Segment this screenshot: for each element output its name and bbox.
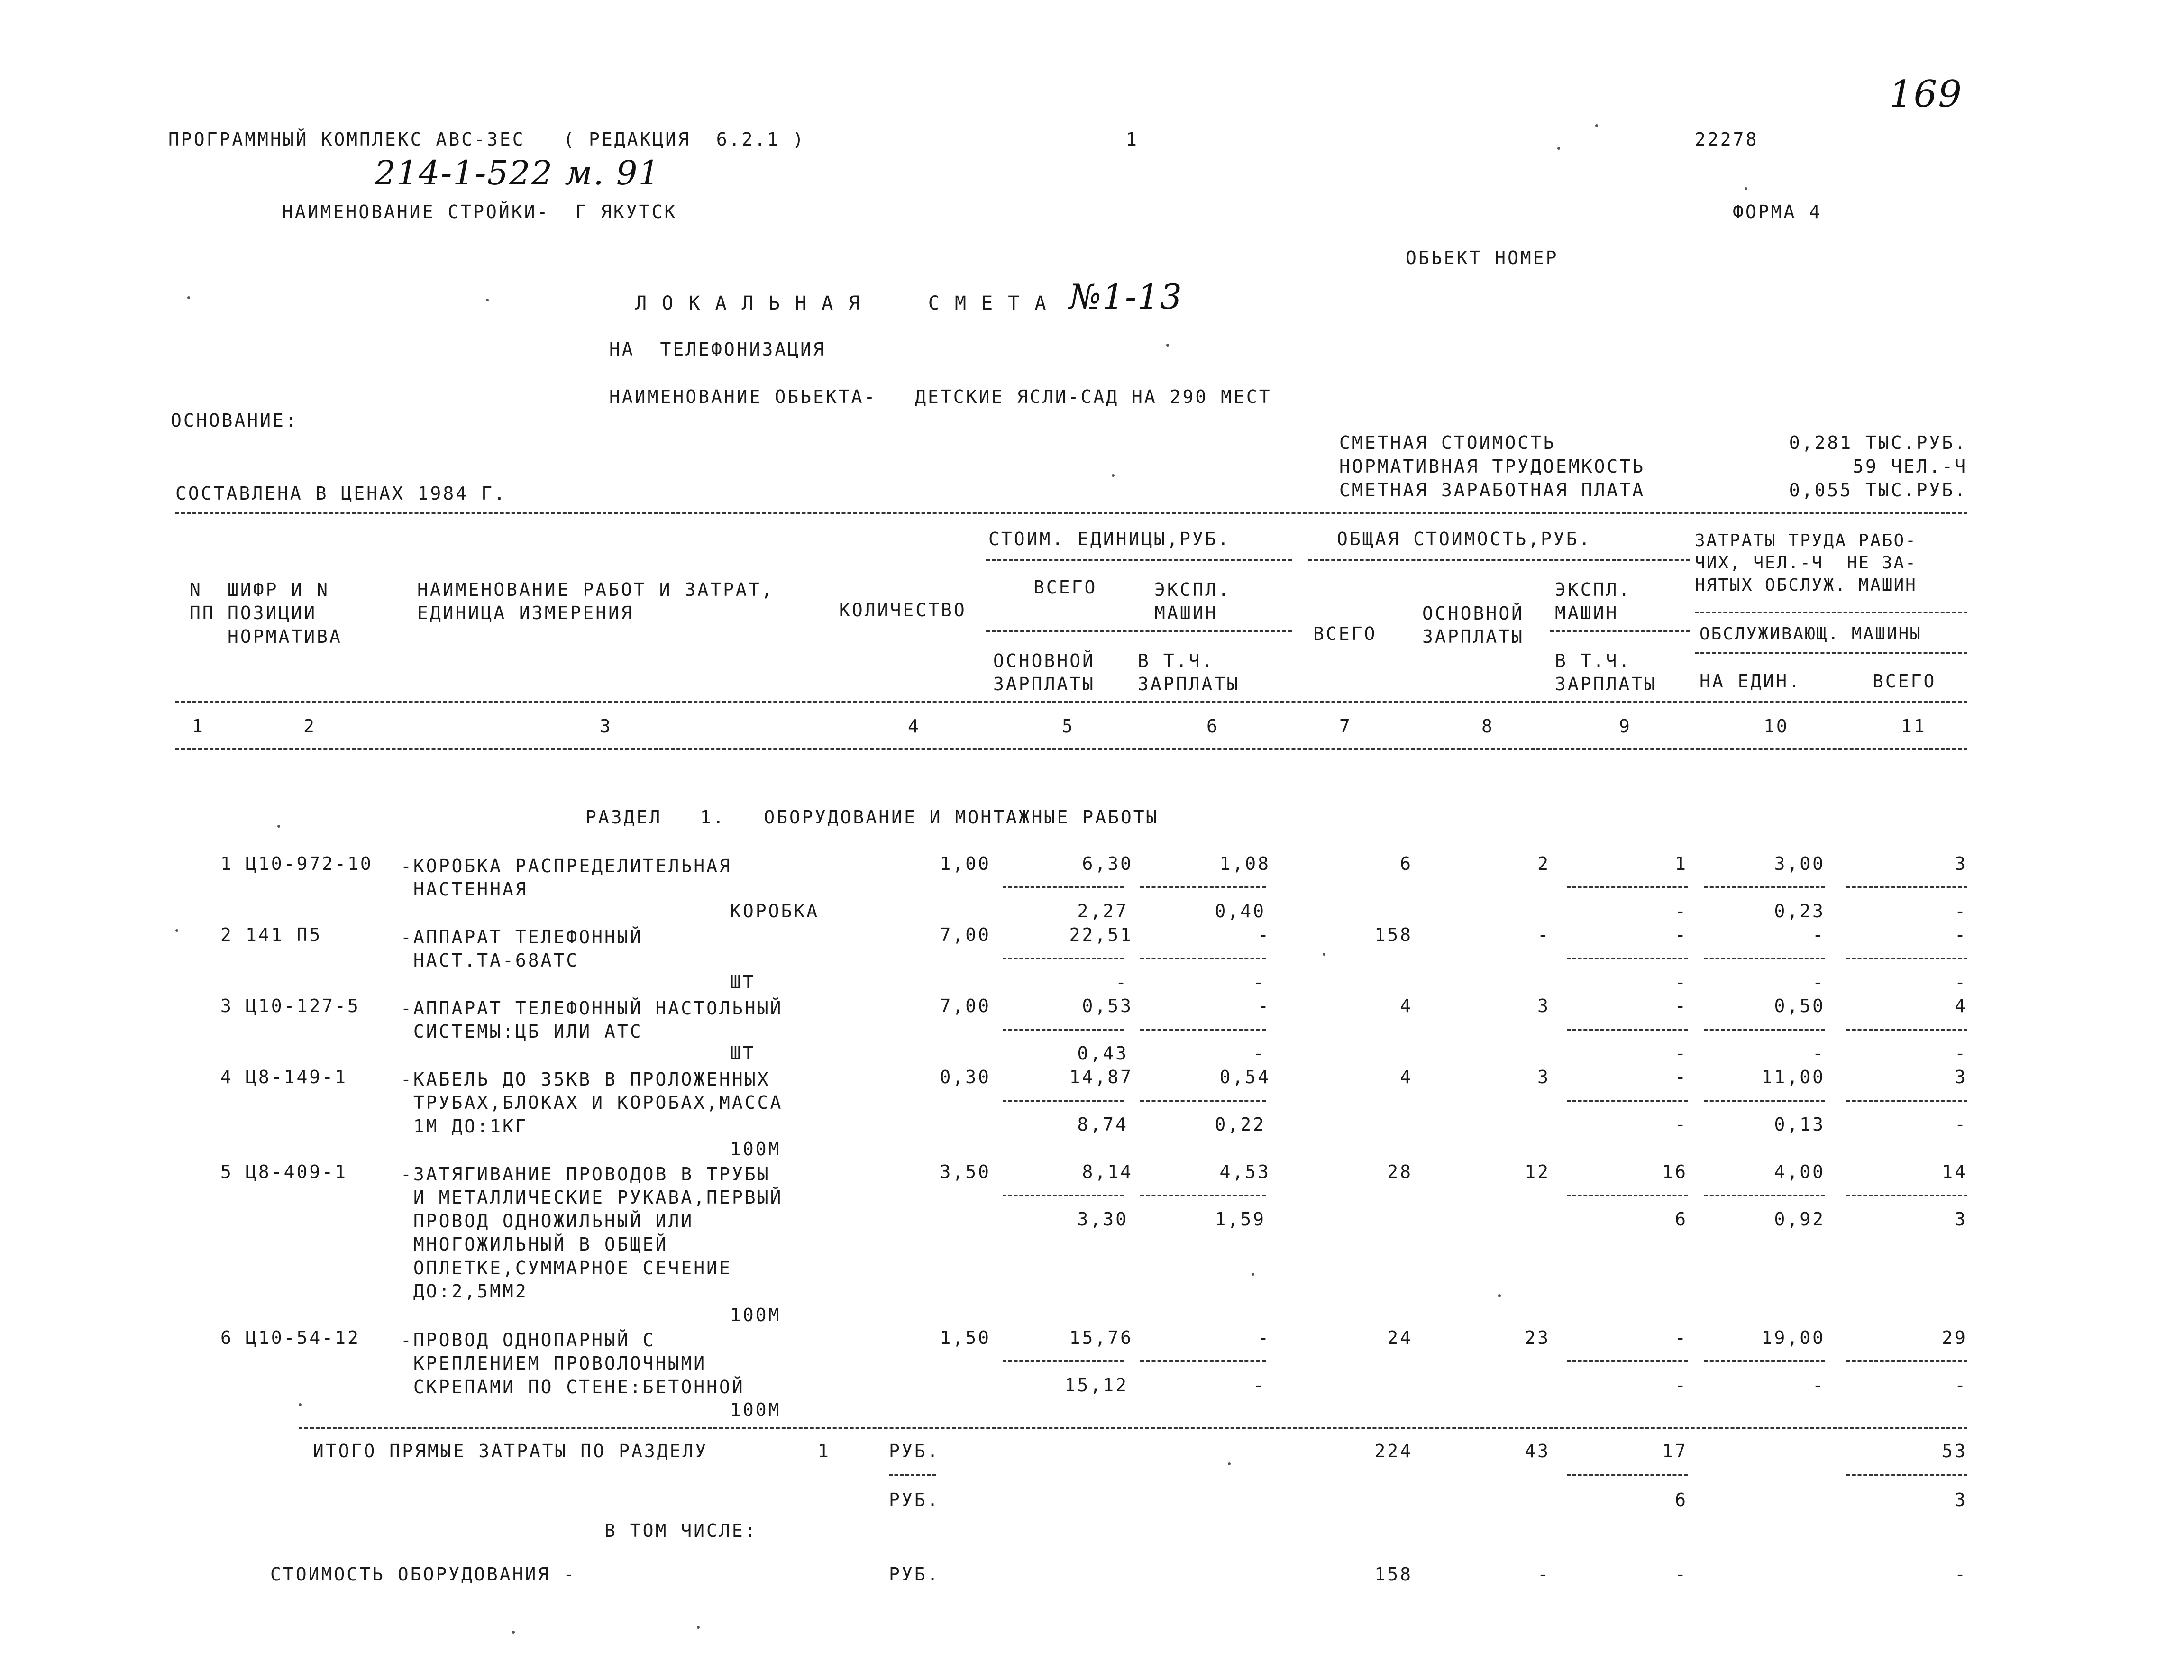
scan-speck [187, 296, 190, 299]
totals-incl-label: В ТОМ ЧИСЛЕ: [604, 1520, 758, 1541]
row-total-mach: 16 [1662, 1161, 1688, 1182]
header-total-incl: В Т.Ч. ЗАРПЛАТЫ [1555, 650, 1657, 695]
row-rule [1003, 1100, 1124, 1102]
row-labor-serv: 0,13 [1774, 1114, 1825, 1135]
scan-speck [1745, 187, 1747, 190]
form-label: ФОРМА 4 [1733, 201, 1822, 222]
header-unit-incl: В Т.Ч. ЗАРПЛАТЫ [1138, 650, 1240, 695]
row-qty: 7,00 [940, 924, 991, 945]
row-total: 6 [1400, 853, 1413, 874]
row-unit-incl: 0,40 [1215, 901, 1266, 922]
totals-mach-wage: 6 [1675, 1489, 1688, 1510]
row-rule [1567, 958, 1688, 959]
row-total: 24 [1387, 1327, 1413, 1348]
row-labor-total: 29 [1942, 1327, 1967, 1348]
row-total: 4 [1400, 1067, 1413, 1087]
header-num: N ПП [190, 579, 215, 624]
row-total-incl: - [1675, 901, 1688, 922]
row-labor-unit: 4,00 [1774, 1161, 1825, 1182]
row-rule [1704, 1360, 1825, 1362]
scan-speck [1166, 344, 1169, 347]
row-unit-total: 22,51 [1069, 924, 1133, 945]
row-qty: 1,50 [940, 1327, 991, 1348]
scan-speck [1323, 953, 1325, 956]
row-rule [1704, 886, 1825, 888]
header-labor-serv: ОБСЛУЖИВАЮЩ. МАШИНЫ [1700, 624, 1922, 644]
row-labor-unit: 0,50 [1774, 995, 1825, 1016]
scan-speck [486, 299, 489, 301]
column-number: 11 [1901, 716, 1927, 737]
column-number: 8 [1481, 716, 1494, 737]
row-unit: 100М [730, 1139, 781, 1160]
row-rule [1704, 1029, 1825, 1031]
row-total-mach: - [1675, 924, 1688, 945]
header-unit-mach: ЭКСПЛ. МАШИН [1154, 579, 1231, 624]
row-unit: ШТ [730, 972, 756, 993]
row-qty: 0,30 [940, 1067, 991, 1087]
column-number: 10 [1764, 716, 1789, 737]
row-qty: 7,00 [940, 995, 991, 1016]
scan-speck [697, 1626, 700, 1629]
row-name: -КАБЕЛЬ ДО 35КВ В ПРОЛОЖЕННЫХ ТРУБАХ,БЛОКАХ И КОРОБАХ,МАССА 1М ДО:1КГ [401, 1069, 783, 1137]
row-labor-serv: 0,23 [1774, 901, 1825, 922]
row-unit-mach: - [1258, 1327, 1270, 1348]
scan-speck [175, 929, 178, 932]
row-rule [1567, 886, 1688, 888]
row-rule [1140, 886, 1266, 888]
row-unit-incl: 1,59 [1215, 1209, 1266, 1230]
section-title: РАЗДЕЛ 1. ОБОРУДОВАНИЕ И МОНТАЖНЫЕ РАБОТЫ [585, 807, 1159, 828]
scan-speck [299, 1403, 302, 1406]
scan-speck [1228, 1462, 1231, 1465]
header-rule [986, 559, 1292, 561]
column-number: 3 [600, 716, 612, 737]
totals-rub: РУБ. [889, 1489, 940, 1510]
row-name: -АППАРАТ ТЕЛЕФОННЫЙ НАСТОЛЬНЫЙ СИСТЕМЫ:ЦБ ИЛИ АТС [401, 998, 783, 1042]
row-labor-unit: - [1812, 924, 1825, 945]
scan-speck [1252, 1273, 1254, 1276]
row-name: -КОРОБКА РАСПРЕДЕЛИТЕЛЬНАЯ НАСТЕННАЯ [401, 856, 732, 900]
row-unit-mach: 4,53 [1219, 1161, 1270, 1182]
column-number: 5 [1062, 716, 1075, 737]
row-unit-mach: 0,54 [1219, 1067, 1270, 1087]
header-rule [1308, 559, 1690, 561]
row-total-incl: - [1675, 1375, 1688, 1396]
row-unit-mach: - [1258, 924, 1270, 945]
column-number: 1 [192, 716, 205, 737]
basis-label: ОСНОВАНИЕ: [171, 410, 298, 431]
row-labor-serv: - [1812, 1375, 1825, 1396]
row-labor-total-serv: - [1955, 1043, 1967, 1064]
row-labor-total-serv: - [1955, 901, 1967, 922]
row-unit-total: 15,76 [1069, 1327, 1133, 1348]
row-unit-mach: 1,08 [1219, 853, 1270, 874]
header-top-rule [175, 512, 1967, 514]
row-labor-total-serv: 3 [1955, 1209, 1967, 1230]
row-total-wage: 3 [1537, 1067, 1550, 1087]
header-total-wage: ОСНОВНОЙ ЗАРПЛАТЫ [1422, 603, 1525, 648]
row-qty: 3,50 [940, 1161, 991, 1182]
row-labor-total-serv: - [1955, 1375, 1967, 1396]
row-total: 28 [1387, 1161, 1413, 1182]
row-rule [1140, 1029, 1266, 1031]
row-labor-serv: - [1812, 1043, 1825, 1064]
row-code: Ц8-149-1 [246, 1067, 348, 1087]
equipment-rub: РУБ. [889, 1564, 940, 1585]
header-total-mach: ЭКСПЛ. МАШИН [1555, 579, 1632, 624]
row-labor-total: 14 [1942, 1161, 1967, 1182]
header-rule [1695, 652, 1967, 654]
row-rule [1846, 886, 1967, 888]
row-total-wage: 2 [1537, 853, 1550, 874]
row-rule [1003, 1195, 1124, 1196]
row-labor-total: 4 [1955, 995, 1967, 1016]
row-rule [1567, 1360, 1688, 1362]
row-rule [1003, 958, 1124, 959]
row-rule [1704, 1195, 1825, 1196]
row-unit-total: 6,30 [1082, 853, 1133, 874]
row-rule [1140, 1360, 1266, 1362]
header-rule [986, 630, 1292, 632]
row-rule [1846, 1100, 1967, 1102]
row-num: 4 [220, 1067, 233, 1087]
row-total-incl: - [1675, 1043, 1688, 1064]
row-code: Ц10-127-5 [246, 995, 360, 1016]
row-num: 2 [220, 924, 233, 945]
header-labor-total: ВСЕГО [1873, 671, 1937, 692]
row-unit-total: 8,14 [1082, 1161, 1133, 1182]
totals-mach: 17 [1662, 1441, 1688, 1461]
row-unit: 100М [730, 1305, 781, 1325]
scan-speck [1498, 1294, 1501, 1297]
totals-rub: РУБ. [889, 1441, 940, 1461]
summary-label: СМЕТНАЯ ЗАРАБОТНАЯ ПЛАТА [1339, 480, 1645, 501]
header-mid-rule [175, 701, 1967, 703]
header-code: ШИФР И N ПОЗИЦИИ НОРМАТИВА [228, 579, 342, 647]
row-unit: ШТ [730, 1043, 756, 1064]
totals-wage: 43 [1525, 1441, 1550, 1461]
row-total: 158 [1374, 924, 1413, 945]
row-unit-wage: - [1115, 972, 1128, 993]
row-num: 5 [220, 1161, 233, 1182]
row-unit-wage: 0,43 [1077, 1043, 1128, 1064]
sheet-number: 1 [1126, 129, 1139, 150]
scan-speck [512, 1631, 515, 1634]
row-unit-total: 14,87 [1069, 1067, 1133, 1087]
row-unit-incl: - [1253, 1375, 1266, 1396]
row-rule [1003, 1029, 1124, 1031]
row-unit-total: 0,53 [1082, 995, 1133, 1016]
row-num: 1 [220, 853, 233, 874]
summary-value: 0,055 ТЫС.РУБ. [1789, 480, 1967, 501]
row-labor-unit: 11,00 [1761, 1067, 1825, 1087]
row-unit: 100М [730, 1399, 781, 1420]
header-rule [1695, 612, 1967, 613]
row-num: 3 [220, 995, 233, 1016]
column-number: 7 [1339, 716, 1352, 737]
row-unit-wage: 8,74 [1077, 1114, 1128, 1135]
object-name-label: НАИМЕНОВАНИЕ ОБЬЕКТА- ДЕТСКИЕ ЯСЛИ-САД НА 290 МЕСТ [609, 386, 1272, 407]
totals-rule [889, 1474, 936, 1476]
totals-direct-label: ИТОГО ПРЯМЫЕ ЗАТРАТЫ ПО РАЗДЕЛУ [313, 1441, 708, 1461]
row-rule [1704, 1100, 1825, 1102]
row-num: 6 [220, 1327, 233, 1348]
for-label: НА ТЕЛЕФОНИЗАЦИЯ [609, 339, 826, 360]
totals-labor: 53 [1942, 1441, 1967, 1461]
scan-speck [1557, 147, 1560, 150]
row-total-incl: - [1675, 1114, 1688, 1135]
row-labor-total: - [1955, 924, 1967, 945]
row-unit-incl: - [1253, 972, 1266, 993]
row-rule [1704, 958, 1825, 959]
row-unit-mach: - [1258, 995, 1270, 1016]
row-total-wage: 23 [1525, 1327, 1550, 1348]
scan-speck [277, 825, 280, 828]
summary-value: 0,281 ТЫС.РУБ. [1789, 432, 1967, 453]
row-total-mach: 1 [1675, 853, 1688, 874]
program-line: ПРОГРАММНЫЙ КОМПЛЕКС АВС-ЗЕС ( РЕДАКЦИЯ 6.2.1 ) [168, 129, 805, 150]
row-total-mach: - [1675, 1067, 1688, 1087]
row-code: Ц8-409-1 [246, 1161, 348, 1182]
row-labor-total-serv: - [1955, 972, 1967, 993]
row-rule [1567, 1100, 1688, 1102]
project-code: 214-1-522 м. 91 [375, 154, 660, 192]
row-unit-incl: - [1253, 1043, 1266, 1064]
header-rule [1550, 630, 1690, 632]
summary-label: НОРМАТИВНАЯ ТРУДОЕМКОСТЬ [1339, 456, 1645, 477]
row-rule [1140, 1100, 1266, 1102]
equipment-wage: - [1537, 1564, 1550, 1585]
row-rule [1567, 1029, 1688, 1031]
row-labor-serv: - [1812, 972, 1825, 993]
header-name: НАИМЕНОВАНИЕ РАБОТ И ЗАТРАТ, ЕДИНИЦА ИЗМЕРЕНИЯ [417, 579, 774, 624]
row-total-mach: - [1675, 1327, 1688, 1348]
estimate-number: №1-13 [1069, 277, 1183, 317]
row-total-incl: - [1675, 972, 1688, 993]
totals-rule [299, 1427, 1967, 1429]
row-unit-wage: 2,27 [1077, 901, 1128, 922]
row-total-mach: - [1675, 995, 1688, 1016]
row-unit-wage: 15,12 [1064, 1375, 1128, 1396]
header-total-all: ВСЕГО [1313, 623, 1377, 644]
summary-value: 59 ЧЕЛ.-Ч [1853, 456, 1967, 477]
row-rule [1003, 1360, 1124, 1362]
header-unit-total: ВСЕГО [1033, 577, 1097, 598]
column-number: 2 [303, 716, 316, 737]
header-labor: ЗАТРАТЫ ТРУДА РАБО- ЧИХ, ЧЕЛ.-Ч НЕ ЗА- НЯТЫХ ОБСЛУЖ. МАШИН [1695, 531, 1917, 595]
row-name: -ЗАТЯГИВАНИЕ ПРОВОДОВ В ТРУБЫ И МЕТАЛЛИЧЕСКИЕ РУКАВА,ПЕРВЫЙ ПРОВОД ОДНОЖИЛЬНЫЙ ИЛИ МНОГОЖИЛЬНЫЙ В ОБЩЕЙ ОПЛЕТКЕ,СУММАРНОЕ СЕЧЕНИЕ ДО:2,5ММ2 [401, 1164, 783, 1302]
row-unit-wage: 3,30 [1077, 1209, 1128, 1230]
row-rule [1140, 1195, 1266, 1196]
row-code: Ц10-54-12 [246, 1327, 360, 1348]
header-labor-unit: НА ЕДИН. [1700, 671, 1802, 692]
row-unit: КОРОБКА [730, 901, 820, 922]
row-labor-total-serv: - [1955, 1114, 1967, 1135]
row-rule [1846, 1360, 1967, 1362]
row-unit-incl: 0,22 [1215, 1114, 1266, 1135]
row-total: 4 [1400, 995, 1413, 1016]
equipment-labor: - [1955, 1564, 1967, 1585]
row-total-wage: 3 [1537, 995, 1550, 1016]
summary-label: СМЕТНАЯ СТОИМОСТЬ [1339, 432, 1556, 453]
row-rule [1846, 958, 1967, 959]
totals-rule [1567, 1474, 1688, 1476]
header-qty: КОЛИЧЕСТВО [839, 600, 967, 621]
row-labor-total: 3 [1955, 853, 1967, 874]
column-number: 6 [1206, 716, 1219, 737]
header-bottom-rule [175, 748, 1967, 750]
totals-labor-serv: 3 [1955, 1489, 1967, 1510]
scan-speck [1595, 124, 1598, 127]
row-code: 141 П5 [246, 924, 322, 945]
equipment-label: СТОИМОСТЬ ОБОРУДОВАНИЯ - [270, 1564, 576, 1585]
equipment-mach: - [1675, 1564, 1688, 1585]
row-rule [1140, 958, 1266, 959]
row-labor-unit: 3,00 [1774, 853, 1825, 874]
row-rule [1846, 1195, 1967, 1196]
row-qty: 1,00 [940, 853, 991, 874]
row-labor-serv: 0,92 [1774, 1209, 1825, 1230]
estimate-title: Л О К А Л Ь Н А Я С М Е Т А [635, 292, 1048, 314]
section-underline [585, 837, 1235, 841]
row-labor-unit: 19,00 [1761, 1327, 1825, 1348]
column-number: 9 [1619, 716, 1632, 737]
totals-rule [1846, 1474, 1967, 1476]
row-name: -ПРОВОД ОДНОПАРНЫЙ С КРЕПЛЕНИЕМ ПРОВОЛОЧНЫМИ СКРЕПАМИ ПО СТЕНЕ:БЕТОННОЙ [401, 1330, 745, 1397]
object-number-label: ОБЬЕКТ НОМЕР [1406, 247, 1559, 268]
row-code: Ц10-972-10 [246, 853, 373, 874]
totals-total: 224 [1374, 1441, 1413, 1461]
row-labor-total: 3 [1955, 1067, 1967, 1087]
construction-line: НАИМЕНОВАНИЕ СТРОЙКИ- Г ЯКУТСК [282, 201, 677, 222]
equipment-total: 158 [1374, 1564, 1413, 1585]
doc-code: 22278 [1695, 129, 1759, 150]
row-rule [1567, 1195, 1688, 1196]
prices-label: СОСТАВЛЕНА В ЦЕНАХ 1984 Г. [175, 483, 507, 504]
header-total-cost: ОБЩАЯ СТОИМОСТЬ,РУБ. [1337, 529, 1592, 549]
row-rule [1846, 1029, 1967, 1031]
column-number: 4 [908, 716, 921, 737]
header-unit-wage: ОСНОВНОЙ ЗАРПЛАТЫ [993, 650, 1096, 695]
totals-direct-section: 1 [818, 1441, 831, 1461]
row-name: -АППАРАТ ТЕЛЕФОННЫЙ НАСТ.ТА-68АТС [401, 927, 643, 971]
row-rule [1003, 886, 1124, 888]
row-total-wage: 12 [1525, 1161, 1550, 1182]
scan-speck [1112, 474, 1115, 477]
page-number: 169 [1889, 73, 1963, 116]
row-total-wage: - [1537, 924, 1550, 945]
header-unit-cost: СТОИМ. ЕДИНИЦЫ,РУБ. [988, 529, 1231, 549]
row-total-incl: 6 [1675, 1209, 1688, 1230]
